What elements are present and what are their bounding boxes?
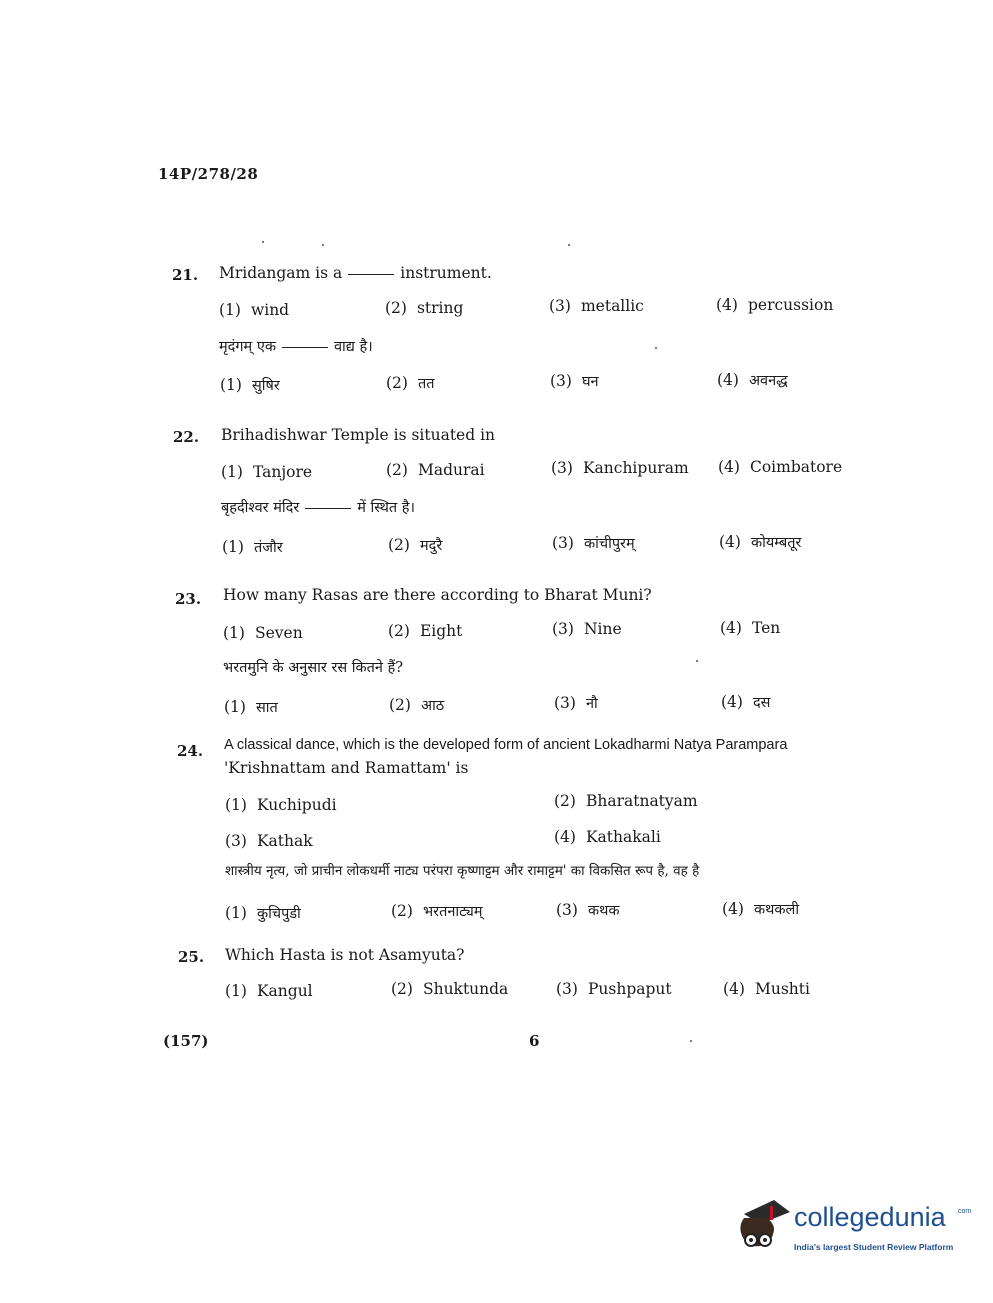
option-3-en: (3) Pushpaput xyxy=(556,980,672,998)
option-4-en: (4) Mushti xyxy=(723,980,810,998)
question-number: 23. xyxy=(175,590,202,608)
question-text-hi: शास्त्रीय नृत्य, जो प्राचीन लोकधर्मी नाट्य परंपरा कृष्णाट्टम और रामाट्टम' का विकसित रूप है, वह है xyxy=(225,863,700,879)
question-text-en: Which Hasta is not Asamyuta? xyxy=(225,946,465,964)
option-3-hi: (3) कथक xyxy=(556,901,620,919)
option-1-hi: (1) तंजौर xyxy=(222,538,283,556)
option-4-hi: (4) कथकली xyxy=(722,900,800,918)
option-2-hi: (2) तत xyxy=(386,374,435,392)
option-4-en: (4) Ten xyxy=(720,619,781,637)
blank-line xyxy=(348,274,394,275)
question-number: 22. xyxy=(173,428,200,446)
option-3-en: (3) metallic xyxy=(549,297,644,315)
brand-tagline: India's largest Student Review Platform xyxy=(794,1242,954,1252)
question-number: 25. xyxy=(178,948,205,966)
option-2-hi: (2) आठ xyxy=(389,696,445,714)
option-2-en: (2) Bharatnatyam xyxy=(554,792,698,810)
blank-line xyxy=(282,347,328,348)
question-text-en: Mridangam is a instrument. xyxy=(219,264,492,282)
brand-domain: .com xyxy=(956,1208,972,1215)
option-3-hi: (3) कांचीपुरम् xyxy=(552,534,635,552)
option-4-hi: (4) दस xyxy=(721,693,771,711)
scan-speck xyxy=(655,347,657,349)
option-1-en: (1) Tanjore xyxy=(221,463,313,481)
option-1-en: (1) Kangul xyxy=(225,982,313,1000)
collegedunia-watermark xyxy=(734,1196,972,1266)
option-1-hi: (1) सात xyxy=(224,698,278,716)
scan-speck xyxy=(696,660,698,662)
option-3-hi: (3) नौ xyxy=(554,694,598,712)
mascot-icon xyxy=(734,1196,792,1258)
option-1-hi: (1) सुषिर xyxy=(220,376,280,394)
brand-name: collegedunia xyxy=(794,1202,946,1232)
option-4-hi: (4) कोयम्बतूर xyxy=(719,533,802,551)
question-number: 21. xyxy=(172,266,199,284)
option-4-en: (4) Coimbatore xyxy=(718,458,843,476)
option-1-en: (1) Kuchipudi xyxy=(225,796,337,814)
option-2-hi: (2) भरतनाट्यम् xyxy=(391,902,483,920)
option-3-en: (3) Kanchipuram xyxy=(551,459,689,477)
page-number: 6 xyxy=(529,1032,540,1050)
question-text-en: How many Rasas are there according to Bharat Muni? xyxy=(223,586,652,604)
booklet-code: (157) xyxy=(163,1032,209,1050)
option-2-en: (2) Madurai xyxy=(386,461,485,479)
scan-speck xyxy=(322,244,324,246)
option-2-hi: (2) मदुरै xyxy=(388,536,443,554)
option-1-hi: (1) कुचिपुडी xyxy=(225,904,301,922)
option-1-en: (1) wind xyxy=(219,301,290,319)
option-4-en: (4) Kathakali xyxy=(554,828,661,846)
option-3-en: (3) Kathak xyxy=(225,832,313,850)
paper-code: 14P/278/28 xyxy=(158,165,259,183)
option-4-hi: (4) अवनद्ध xyxy=(717,371,788,389)
option-2-en: (2) string xyxy=(385,299,464,317)
question-text-hi: बृहदीश्वर मंदिर में स्थित है। xyxy=(221,500,415,516)
scan-speck xyxy=(262,241,264,243)
question-text-en: Brihadishwar Temple is situated in xyxy=(221,426,496,444)
option-3-hi: (3) घन xyxy=(550,372,599,390)
question-number: 24. xyxy=(177,742,204,760)
option-4-en: (4) percussion xyxy=(716,296,834,314)
scan-speck xyxy=(690,1040,692,1042)
question-text-en-line1: A classical dance, which is the developed form of ancient Lokadharmi Natya Parampara xyxy=(224,737,788,753)
option-3-en: (3) Nine xyxy=(552,620,622,638)
option-1-en: (1) Seven xyxy=(223,624,303,642)
option-2-en: (2) Eight xyxy=(388,622,463,640)
question-text-hi: मृदंगम् एक वाद्य है। xyxy=(219,339,373,355)
scan-speck xyxy=(568,244,570,246)
option-2-en: (2) Shuktunda xyxy=(391,980,509,998)
question-text-hi: भरतमुनि के अनुसार रस कितने हैं? xyxy=(223,660,404,676)
blank-line xyxy=(305,508,351,509)
question-text-en-line2: 'Krishnattam and Ramattam' is xyxy=(224,759,469,777)
